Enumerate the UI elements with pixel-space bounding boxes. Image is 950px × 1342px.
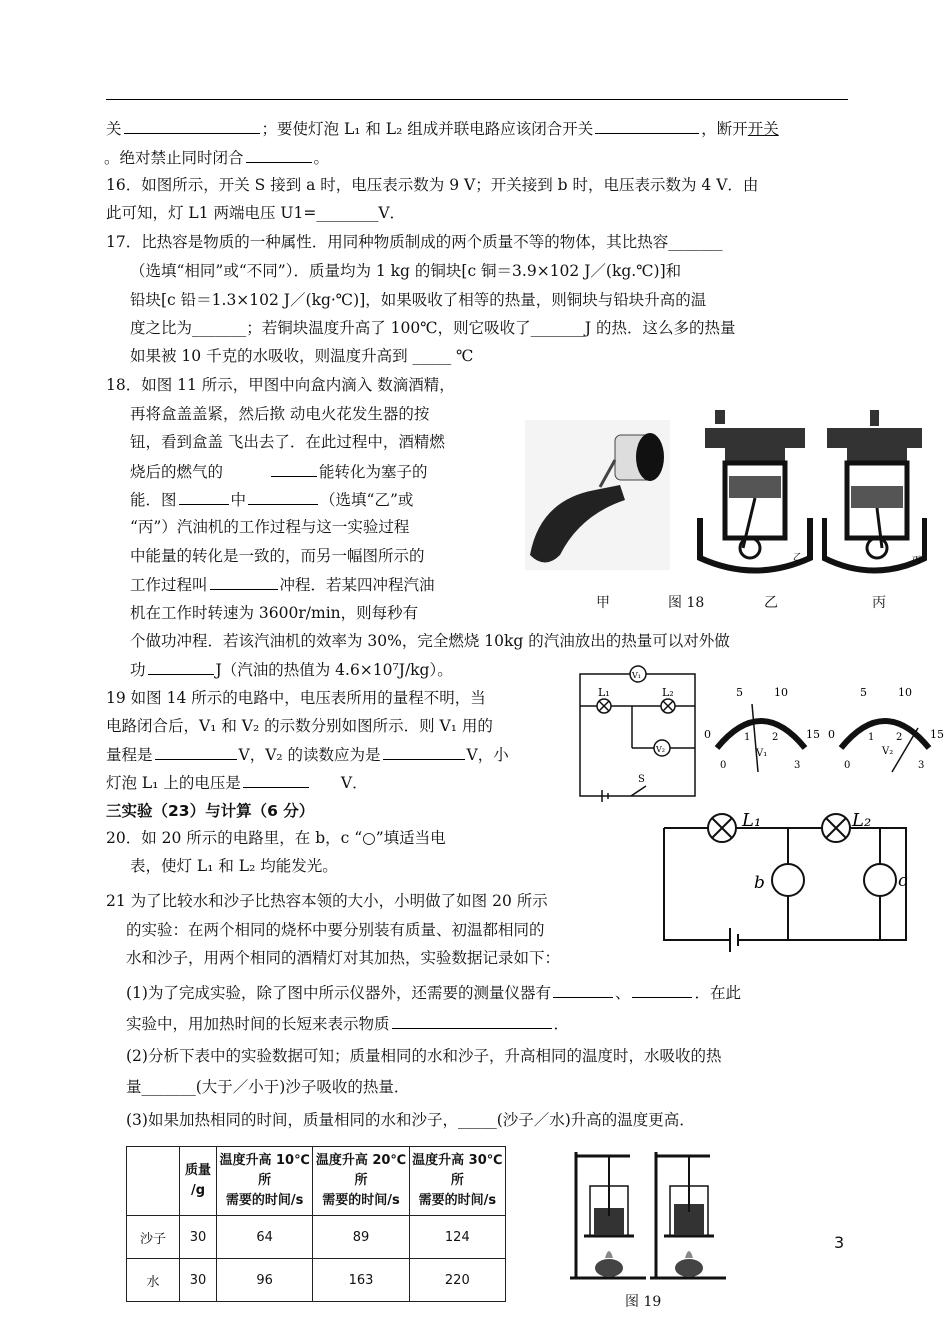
l1-label: L₁ bbox=[742, 812, 762, 831]
blank bbox=[595, 118, 699, 134]
needle-label: V₁ bbox=[756, 748, 768, 759]
q17-line-5: 如果被 10 千克的水吸收，则温度升高到 _____ ℃ bbox=[130, 347, 474, 365]
text: 关 bbox=[106, 120, 122, 138]
q18-line-5 bbox=[130, 489, 413, 510]
q21-line-7: 量_______(大于／小于)沙子吸收的热量． bbox=[126, 1078, 410, 1096]
table-cell: 96 bbox=[217, 1259, 313, 1302]
q19-line-2: 电路闭合后，V₁ 和 V₂ 的示数分别如图所示．则 V₁ 用的 bbox=[106, 717, 493, 735]
text: 开关 bbox=[747, 120, 779, 138]
blank bbox=[271, 461, 317, 477]
q21-line-8: (3)如果加热相同的时间，质量相同的水和沙子，_____(沙子／水)升高的温度更高． bbox=[126, 1111, 695, 1129]
l2-label: L₂ bbox=[852, 812, 872, 831]
text: 量程是 bbox=[106, 746, 153, 764]
v2-label: V₂ bbox=[656, 745, 665, 754]
q21-line-1: 21 为了比较水和沙子比热容本领的大小，小明做了如图 20 所示 bbox=[106, 892, 548, 910]
header-cell: 质量 /g bbox=[180, 1147, 217, 1216]
tick-label: 3 bbox=[918, 760, 925, 771]
q21-line-4 bbox=[126, 982, 741, 1003]
text: （选填“乙”或 bbox=[320, 491, 414, 509]
q17-line-3: 铅块[c 铅＝1.3×102 J／(kg·℃)]，如果吸收了相等的热量，则铜块与铅块升高的温 bbox=[130, 291, 707, 309]
header-rule bbox=[106, 99, 848, 100]
q18-line-7: 中能量的转化是一致的，而另一幅图所示的 bbox=[130, 547, 425, 565]
q19-line-3 bbox=[106, 744, 509, 765]
q18-line-11 bbox=[130, 659, 453, 680]
tick-label: 0 bbox=[844, 760, 851, 771]
table-cell: 163 bbox=[313, 1259, 409, 1302]
blank bbox=[179, 489, 229, 505]
line-2 bbox=[104, 147, 329, 168]
table-cell: 89 bbox=[313, 1216, 409, 1259]
q17-line-1: 17．比热容是物质的一种属性．用同种物质制成的两个质量不等的物体，其比热容_______ bbox=[106, 233, 723, 251]
tick-label: 2 bbox=[896, 732, 903, 743]
meter-b-label: b bbox=[754, 873, 765, 893]
text: 、 bbox=[614, 984, 631, 1002]
l2-label: L₂ bbox=[662, 686, 674, 699]
fig18-label-jia: 甲 bbox=[596, 595, 610, 611]
q18-line-8 bbox=[130, 574, 435, 595]
header-cell: 温度升高 30℃所 需要的时间/s bbox=[409, 1147, 505, 1216]
tick-label: 10 bbox=[774, 686, 788, 699]
engine-label: 丙 bbox=[912, 556, 922, 566]
needle bbox=[752, 704, 758, 772]
tick-label: 10 bbox=[898, 686, 912, 699]
header-cell: 温度升高 10℃所 需要的时间/s bbox=[217, 1147, 313, 1216]
table-row bbox=[127, 1259, 506, 1302]
q21-line-3: 水和沙子，用两个相同的酒精灯对其加热，实验数据记录如下： bbox=[126, 949, 561, 967]
text: 冲程．若某四冲程汽油 bbox=[279, 576, 435, 594]
tick-label: 0 bbox=[720, 760, 727, 771]
tick-label: 1 bbox=[744, 732, 751, 743]
tick-label: 5 bbox=[736, 686, 743, 699]
text: 能．图 bbox=[130, 491, 177, 509]
engine-yi-figure bbox=[695, 408, 815, 578]
fig18-label-yi: 乙 bbox=[764, 595, 778, 611]
meter-v1-figure bbox=[702, 676, 820, 776]
q20-line-1: 20．如 20 所示的电路里，在 b，c “○”填适当电 bbox=[106, 829, 446, 847]
text: ．在此 bbox=[694, 984, 741, 1002]
table-cell: 220 bbox=[409, 1259, 505, 1302]
meter-v2-figure bbox=[826, 676, 944, 776]
fig18-label-bing: 丙 bbox=[872, 595, 886, 611]
blank bbox=[155, 744, 237, 760]
text: V，V₂ 的读数应为是 bbox=[238, 746, 381, 764]
blank bbox=[392, 1013, 552, 1029]
q16-line-1: 16．如图所示，开关 S 接到 a 时，电压表示数为 9 V；开关接到 b 时，电压表示数为 4 V．由 bbox=[106, 176, 759, 194]
needle-label: V₂ bbox=[882, 746, 894, 757]
q18-line-2: 再将盒盖盖紧，然后揿 动电火花发生器的按 bbox=[130, 405, 430, 423]
q21-line-6: (2)分析下表中的实验数据可知；质量相同的水和沙子，升高相同的温度时，水吸收的热 bbox=[126, 1047, 722, 1065]
header-cell bbox=[127, 1147, 180, 1216]
q19-line-1: 19 如图 14 所示的电路中，电压表所用的量程不明，当 bbox=[106, 689, 486, 707]
text: 中 bbox=[230, 491, 247, 509]
blank bbox=[210, 574, 278, 590]
tick-label: 0 bbox=[704, 728, 711, 741]
fig19-caption: 图 19 bbox=[625, 1294, 662, 1310]
text: 灯泡 L₁ 上的电压是 bbox=[106, 774, 241, 792]
alcohol-box-figure bbox=[520, 405, 675, 575]
blank bbox=[553, 982, 613, 998]
meter-c-label: c bbox=[898, 871, 908, 891]
table-cell: 30 bbox=[180, 1216, 217, 1259]
v1-label: V₁ bbox=[632, 671, 641, 680]
q18-line-1: 18．如图 11 所示，甲图中向盒内滴入 数滴酒精， bbox=[106, 376, 455, 394]
q18-line-3: 钮，看到盒盖 飞出去了．在此过程中，酒精燃 bbox=[130, 433, 445, 451]
circuit-14-figure bbox=[576, 660, 701, 802]
text: V． bbox=[340, 774, 368, 792]
q21-line-2: 的实验：在两个相同的烧杯中要分别装有质量、初温都相同的 bbox=[126, 921, 545, 939]
q19-line-4 bbox=[106, 772, 368, 793]
q18-line-10: 个做功冲程．若该汽油机的效率为 30%，完全燃烧 10kg 的汽油放出的热量可以对外做 bbox=[130, 632, 730, 650]
text: 工作过程叫 bbox=[130, 576, 208, 594]
text: (1)为了完成实验，除了图中所示仪器外，还需要的测量仪器有 bbox=[126, 984, 551, 1002]
tick-label: 0 bbox=[828, 728, 835, 741]
blank bbox=[148, 659, 214, 675]
tick-label: 2 bbox=[772, 732, 779, 743]
text: V，小 bbox=[466, 746, 509, 764]
text: J（汽油的热值为 4.6×10⁷J/kg）。 bbox=[215, 661, 453, 679]
l1-label: L₁ bbox=[598, 686, 610, 699]
text: 功 bbox=[130, 661, 146, 679]
table-cell: 30 bbox=[180, 1259, 217, 1302]
text: 。绝对禁止同时闭合 bbox=[104, 149, 244, 167]
text: 能转化为塞子的 bbox=[319, 463, 428, 481]
section-3-title: 三实验（23）与计算（6 分） bbox=[106, 802, 315, 820]
row-label: 沙子 bbox=[127, 1216, 180, 1259]
tick-label: 3 bbox=[794, 760, 801, 771]
row-label: 水 bbox=[127, 1259, 180, 1302]
blank bbox=[246, 147, 312, 163]
table-header-row bbox=[127, 1147, 506, 1216]
tick-label: 1 bbox=[868, 732, 875, 743]
q17-line-4: 度之比为_______；若铜块温度升高了 100℃，则它吸收了_______J 的热．这么多的热量 bbox=[130, 319, 736, 337]
text: 。 bbox=[313, 149, 330, 167]
tick-label: 5 bbox=[860, 686, 867, 699]
q17-line-2: （选填“相同”或“不同”）．质量均为 1 kg 的铜块[c 铜＝3.9×102 J／(kg.℃)]和 bbox=[130, 262, 682, 280]
tick-label: 15 bbox=[930, 728, 944, 741]
q18-line-4 bbox=[130, 461, 428, 482]
page-number: 3 bbox=[834, 1233, 845, 1252]
q16-line-2: 此可知，灯 L1 两端电压 U1=________V． bbox=[106, 204, 406, 222]
engine-label: 乙 bbox=[793, 553, 803, 563]
q21-line-5 bbox=[126, 1013, 569, 1034]
table-cell: 64 bbox=[217, 1216, 313, 1259]
table-row bbox=[127, 1216, 506, 1259]
text: 烧后的燃气的 bbox=[130, 463, 224, 481]
data-table bbox=[126, 1146, 506, 1302]
q18-line-6: “丙”）汽油机的工作过程与这一实验过程 bbox=[130, 518, 410, 536]
header-cell: 温度升高 20℃所 需要的时间/s bbox=[313, 1147, 409, 1216]
switch-label: S bbox=[638, 774, 645, 785]
blank bbox=[124, 118, 260, 134]
q18-line-9: 机在工作时转速为 3600r/min，则每秒有 bbox=[130, 604, 419, 622]
blank bbox=[632, 982, 692, 998]
text: ；要使灯泡 L₁ 和 L₂ 组成并联电路应该闭合开关 bbox=[261, 120, 594, 138]
q20-line-2: 表，使灯 L₁ 和 L₂ 均能发光。 bbox=[130, 857, 338, 875]
fig18-caption: 图 18 bbox=[668, 595, 705, 611]
text: 实验中，用加热时间的长短来表示物质 bbox=[126, 1015, 390, 1033]
blank bbox=[248, 489, 318, 505]
table-cell: 124 bbox=[409, 1216, 505, 1259]
beaker-heating-figure bbox=[570, 1146, 730, 1286]
blank bbox=[383, 744, 465, 760]
text: ，断开 bbox=[701, 120, 748, 138]
line-1 bbox=[106, 118, 779, 139]
text: ． bbox=[553, 1015, 570, 1033]
blank bbox=[243, 772, 309, 788]
engine-bing-figure bbox=[822, 408, 927, 578]
circuit-20-figure bbox=[660, 812, 910, 952]
tick-label: 15 bbox=[806, 728, 820, 741]
